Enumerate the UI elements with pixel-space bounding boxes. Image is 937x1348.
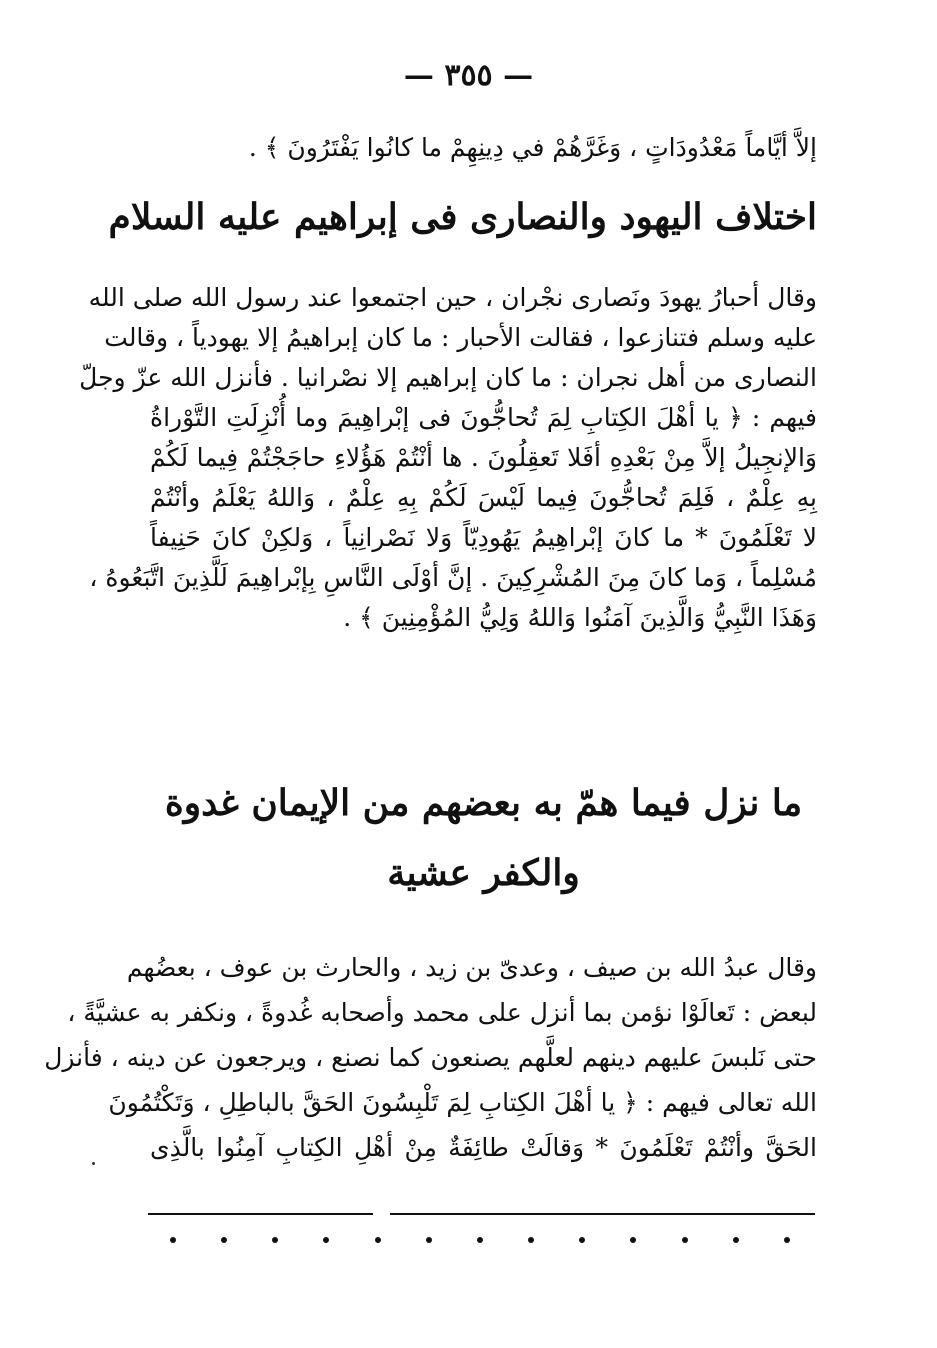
paragraph-line: وَهَذَا النَّبِيُّ وَالَّذِينَ آمَنُوا وَاللهُ وَلِيُّ المُؤْمِنِينَ ﴾ . bbox=[343, 603, 817, 632]
separator-dot bbox=[323, 1237, 329, 1243]
page-number: — ٣٥٥ — bbox=[403, 58, 534, 93]
separator-dot bbox=[528, 1237, 534, 1243]
paragraph-line: عليه وسلم فتنازعوا ، فقالت الأحبار : ما كان إبراهيمُ إلا يهودياً ، وقالت bbox=[104, 323, 817, 352]
dotted-separator bbox=[170, 1237, 790, 1243]
paragraph-line: حتى نَلبسَ عليهم دينهم لعلَّهم يصنعون كما نصنع ، ويرجعون عن دينه ، فأنزل bbox=[44, 1043, 817, 1072]
verse-continuation-line: إلاَّ أيَّاماً مَعْدُودَاتٍ ، وَغَرَّهُمْ في دِينِهِمْ ما كانُوا يَفْتَرُونَ ﴾ . bbox=[248, 133, 817, 162]
section-heading-morning-faith: ما نزل فيما همّ به بعضهم من الإيمان غدوة bbox=[164, 782, 803, 824]
scan-speck bbox=[92, 1162, 95, 1165]
footnote-rule-right bbox=[390, 1213, 815, 1215]
separator-dot bbox=[784, 1237, 790, 1243]
paragraph-line: الحَقَّ وأنْتُمْ تَعْلَمُونَ * وَقالَتْ طائِفَةٌ مِنْ أهْلِ الكِتابِ آمِنُوا بالَّذِى bbox=[150, 1133, 817, 1162]
separator-dot bbox=[375, 1237, 381, 1243]
paragraph-line: وَالإنجِيلُ إلاَّ مِنْ بَعْدِهِ أفَلا تَعقِلُونَ . ها أنْتُمْ هَؤُلاءِ حاجَجْتُمْ فِيما لَكُمْ bbox=[150, 443, 817, 472]
paragraph-line: مُسْلِماً ، وَما كانَ مِنَ المُشْرِكِينَ . إنَّ أوْلَى النَّاسِ بِإبْراهِيمَ لَلَّذِينَ اتَّبَعُوهُ ، bbox=[89, 563, 817, 592]
separator-dot bbox=[272, 1237, 278, 1243]
section-heading-abraham: اختلاف اليهود والنصارى فى إبراهيم عليه السلام bbox=[108, 196, 817, 238]
paragraph-line: وقال أحبارُ يهودَ ونَصارى نجْران ، حين اجتمعوا عند رسول الله صلى الله bbox=[88, 283, 817, 312]
paragraph-line: بِهِ عِلْمٌ ، فَلِمَ تُحاجُّونَ فِيما لَيْسَ لَكُمْ بِهِ عِلْمٌ ، وَاللهُ يَعْلَمُ وأنْتُمْ bbox=[150, 483, 817, 512]
separator-dot bbox=[682, 1237, 688, 1243]
section-heading-evening-disbelief: والكفر عشية bbox=[387, 852, 580, 894]
footnote-rule-left bbox=[148, 1213, 373, 1215]
separator-dot bbox=[221, 1237, 227, 1243]
separator-dot bbox=[630, 1237, 636, 1243]
paragraph-line: وقال عبدُ الله بن صيف ، وعدىّ بن زيد ، والحارث بن عوف ، بعضُهم bbox=[126, 953, 817, 982]
paragraph-line: فيهم : ﴿ يا أهْلَ الكِتابِ لِمَ تُحاجُّونَ فى إبْراهِيمَ وما أُنْزِلَتِ التَّوْراةُ bbox=[150, 403, 817, 432]
paragraph-line: النصارى من أهل نجران : ما كان إبراهيم إلا نصْرانيا . فأنزل الله عزّ وجلّ bbox=[79, 363, 817, 392]
separator-dot bbox=[426, 1237, 432, 1243]
separator-dot bbox=[579, 1237, 585, 1243]
separator-dot bbox=[733, 1237, 739, 1243]
paragraph-line: الله تعالى فيهم : ﴿ يا أهْلَ الكِتابِ لِمَ تَلْبِسُونَ الحَقَّ بالباطِلِ ، وَتَكْتُمُونَ bbox=[108, 1088, 817, 1117]
separator-dot bbox=[170, 1237, 176, 1243]
paragraph-line: لا تَعْلَمُونَ * ما كانَ إبْراهِيمُ يَهُودِيّاً وَلا نَصْرانِياً ، وَلكِنْ كانَ حَنِيفاً bbox=[150, 523, 817, 552]
paragraph-line: لبعض : تَعالَوْا نؤمن بما أنزل على محمد وأصحابه غُدوةً ، ونكفر به عشيَّةً ، bbox=[67, 998, 817, 1027]
separator-dot bbox=[477, 1237, 483, 1243]
